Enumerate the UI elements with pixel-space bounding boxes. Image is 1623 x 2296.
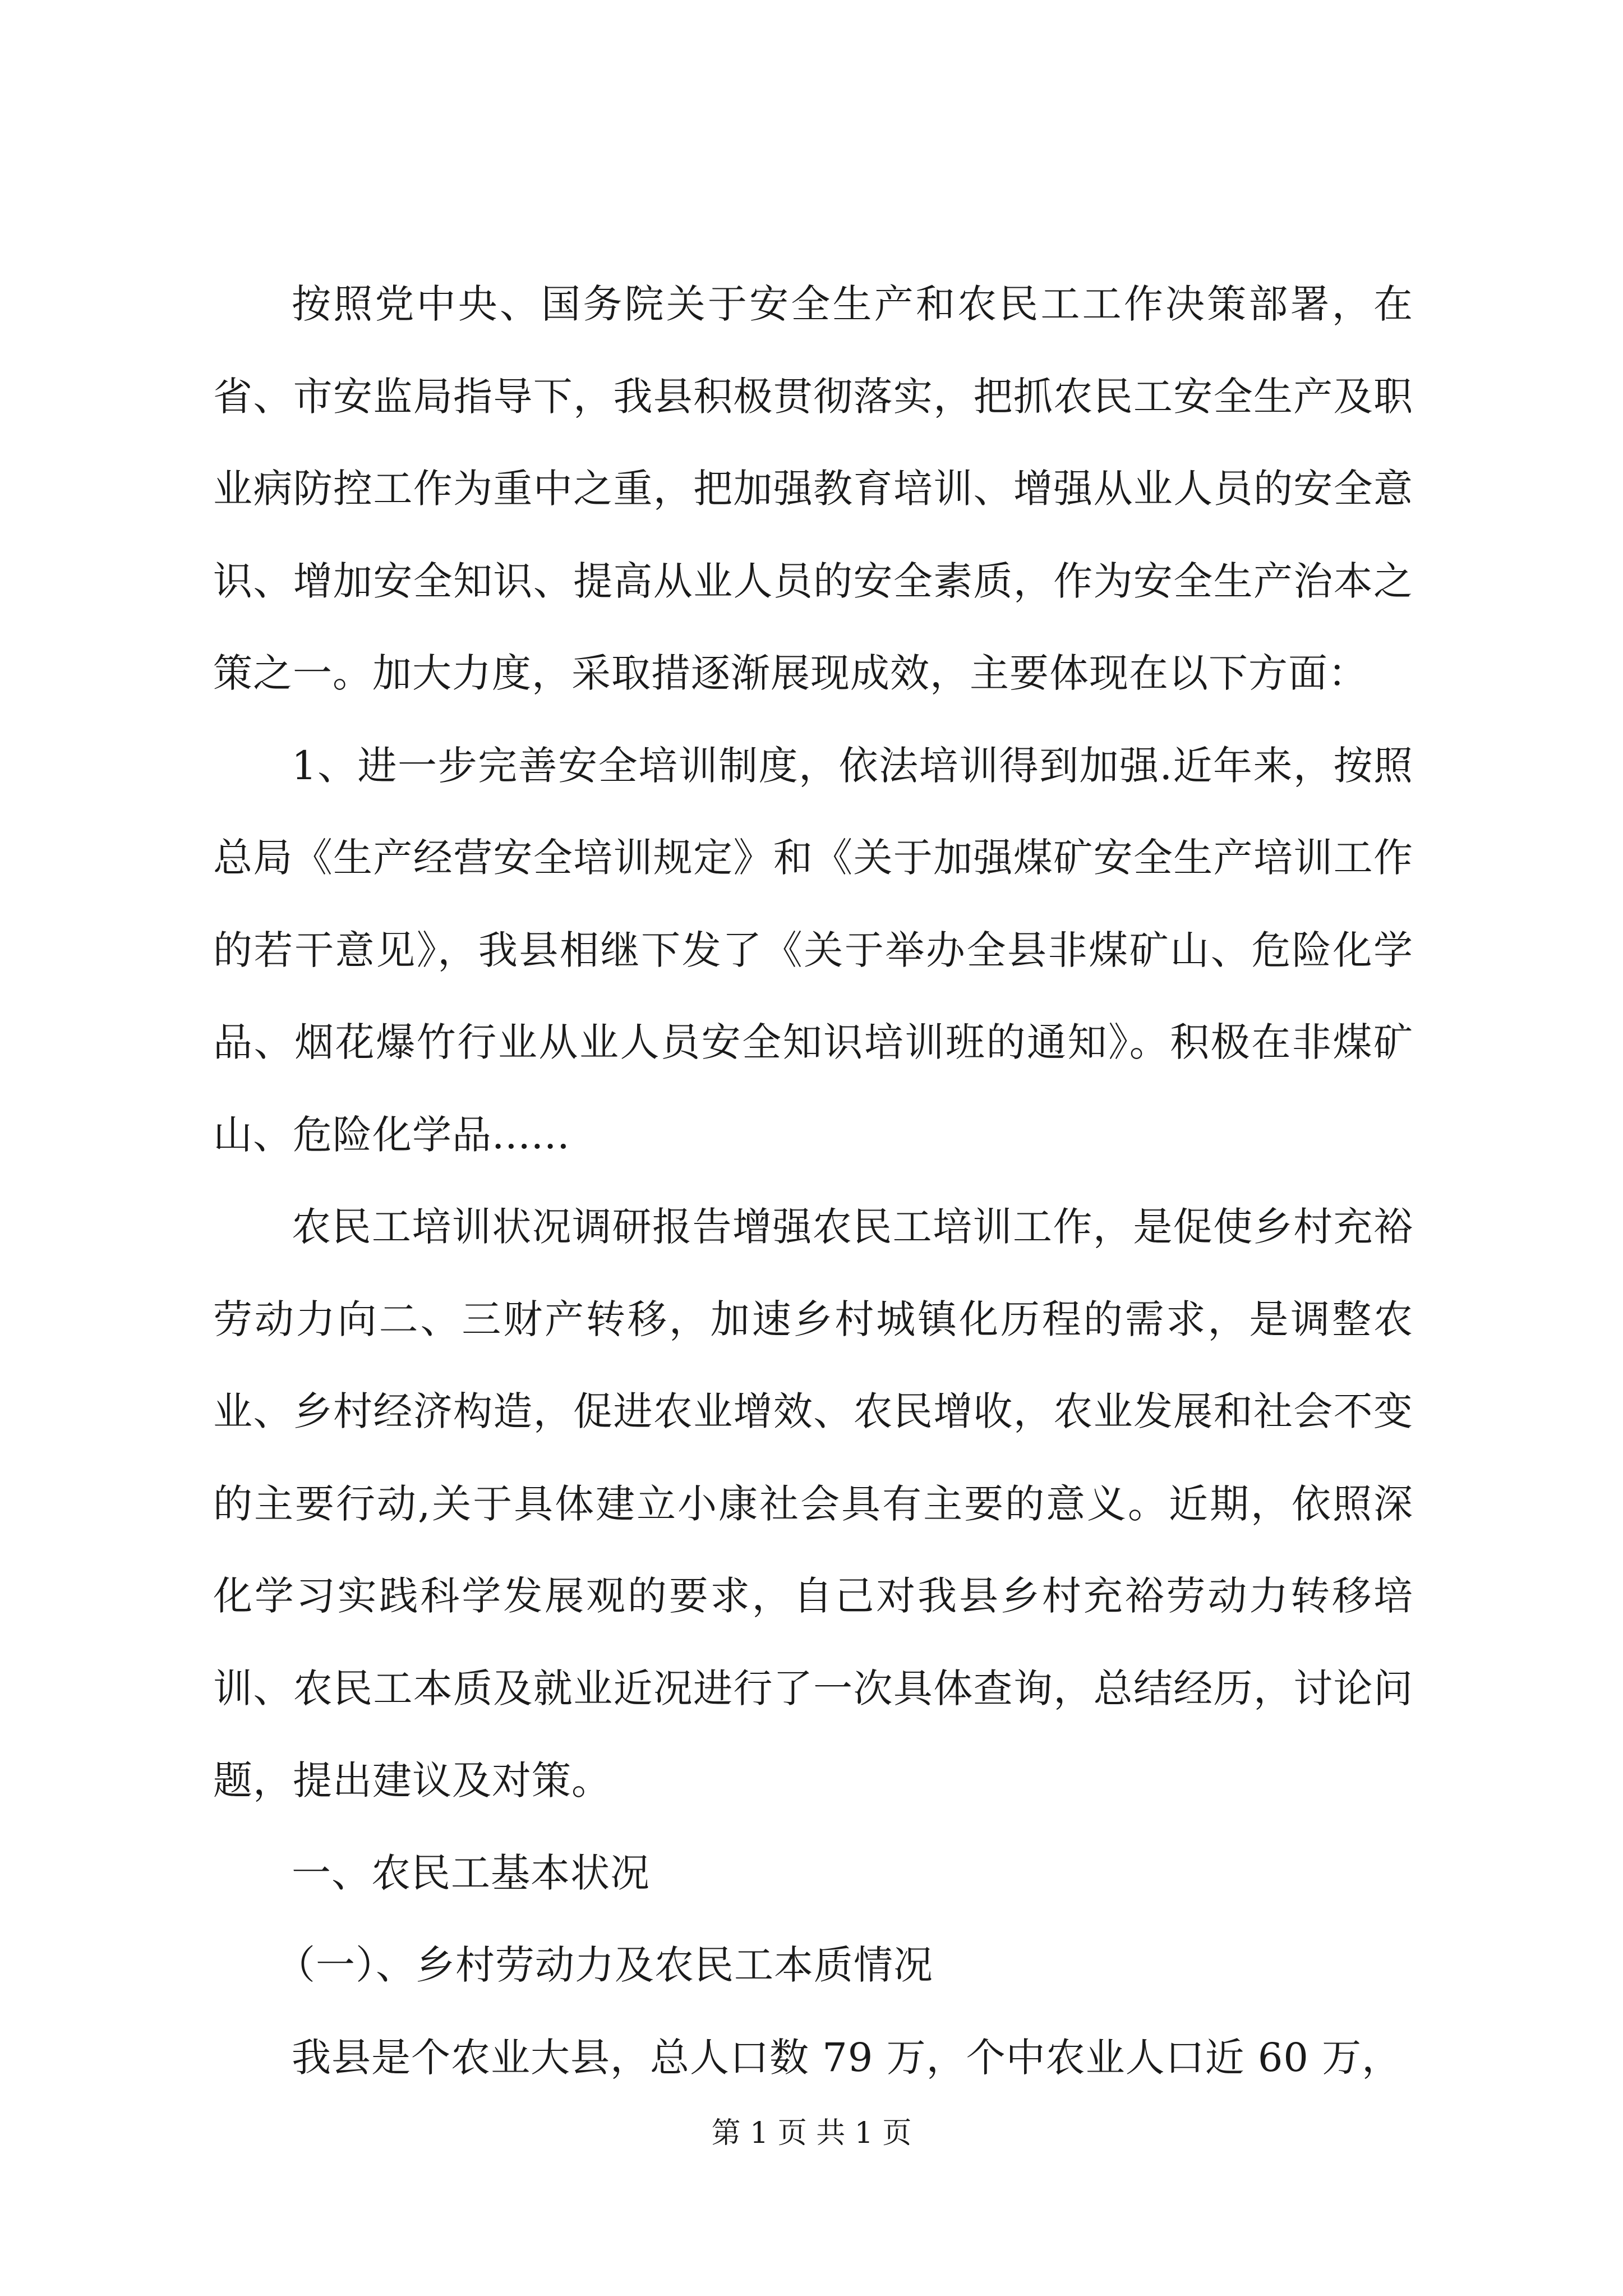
paragraph-training-system: 1、进一步完善安全培训制度，依法培训得到加强.近年来，按照总局《生产经营安全培训规定》和《关于加强煤矿安全生产培训工作的若干意见》，我县相继下发了《关于举办全县非煤矿山、危险化学品、烟花爆竹行业从业人员安全知识培训班的通知》。积极在非煤矿山、危险化学品...... — [213, 742, 1413, 1158]
subsection-heading: （一）、乡村劳动力及农民工本质情况 — [276, 1942, 933, 1988]
section-heading: 一、农民工基本状况 — [292, 1849, 650, 1896]
paragraph-intro: 按照党中央、国务院关于安全生产和农民工工作决策部署，在省、市安监局指导下，我县积极贯彻落实，把抓农民工安全生产及职业病防控工作为重中之重，把加强教育培训、增强从业人员的安全意识、增加安全知识、提高从业人员的安全素质，作为安全生产治本之策之一。加大力度，采取措逐渐展现成效，主要体现在以下方面： — [213, 281, 1413, 696]
page-number-footer: 第 1 页 共 1 页 — [711, 2116, 912, 2150]
paragraph-county-population: 我县是个农业大县，总人口数 79 万，个中农业人口近 60 万， — [292, 2034, 1402, 2081]
paragraph-research-report: 农民工培训状况调研报告增强农民工培训工作，是促使乡村充裕劳动力向二、三财产转移，加速乡村城镇化历程的需求，是调整农业、乡村经济构造，促进农业增效、农民增收，农业发展和社会不变的主要行动,关于具体建立小康社会具有主要的意义。近期，依照深化学习实践科学发展观的要求，自己对我县乡村充裕劳动力转移培训、农民工本质及就业近况进行了一次具体查询，总结经历，讨论问题，提出建议及对策。 — [213, 1204, 1413, 1803]
document-body — [213, 258, 1413, 2104]
